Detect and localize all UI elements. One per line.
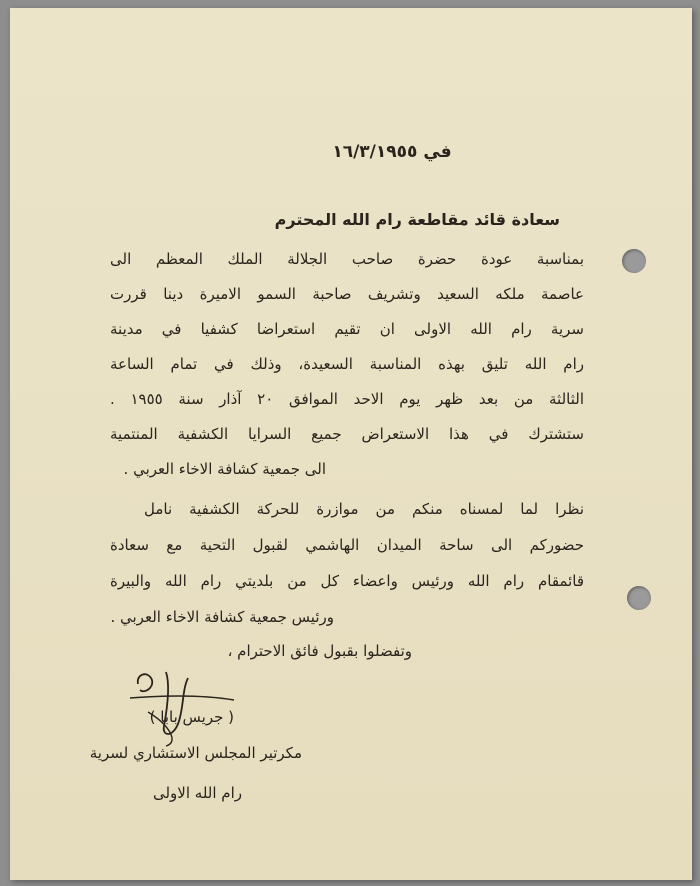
body-line: نظرا لما لمسناه منكم من موازرة للحركة الكشفية نامل <box>144 500 584 518</box>
letter-date: في ١٦/٣/١٩٥٥ <box>332 142 452 162</box>
body-line: الثالثة من بعد ظهر يوم الاحد الموافق ٢٠ آذار سنة ١٩٥٥ . <box>110 390 584 408</box>
body-line: الى جمعية كشافة الاخاء العربي . <box>123 460 326 478</box>
signatory-name: ( جريس بابا ) <box>149 708 234 726</box>
body-line: ورئيس جمعية كشافة الاخاء العربي . <box>110 608 334 626</box>
body-line: رام الله تليق بهذه المناسبة السعيدة، وذلك في تمام الساعة <box>110 355 584 373</box>
body-line: قائمقام رام الله ورئيس واعضاء كل من بلديتي رام الله والبيرة <box>110 572 584 590</box>
body-line: عاصمة ملكه السعيد وتشريف صاحبة السمو الاميرة دينا قررت <box>110 285 584 303</box>
handwritten-signature <box>108 664 258 748</box>
letter-closing: وتفضلوا بقبول فائق الاحترام ، <box>227 642 412 660</box>
punch-hole-top <box>622 249 646 273</box>
body-line: حضوركم الى ساحة الميدان الهاشمي لقبول التحية مع سعادة <box>110 536 584 554</box>
body-line: بمناسبة عودة حضرة صاحب الجلالة الملك المعظم الى <box>110 250 584 268</box>
body-line: ستشترك في هذا الاستعراض جميع السرايا الكشفية المنتمية <box>110 425 584 443</box>
body-line: سرية رام الله الاولى ان تقيم استعراضا كشفيا في مدينة <box>110 320 584 338</box>
letter-salutation: سعادة قائد مقاطعة رام الله المحترم <box>274 210 560 229</box>
punch-hole-bottom <box>627 586 651 610</box>
signatory-title: مكرتير المجلس الاستشاري لسرية <box>89 744 302 762</box>
signatory-unit: رام الله الاولى <box>152 784 242 802</box>
